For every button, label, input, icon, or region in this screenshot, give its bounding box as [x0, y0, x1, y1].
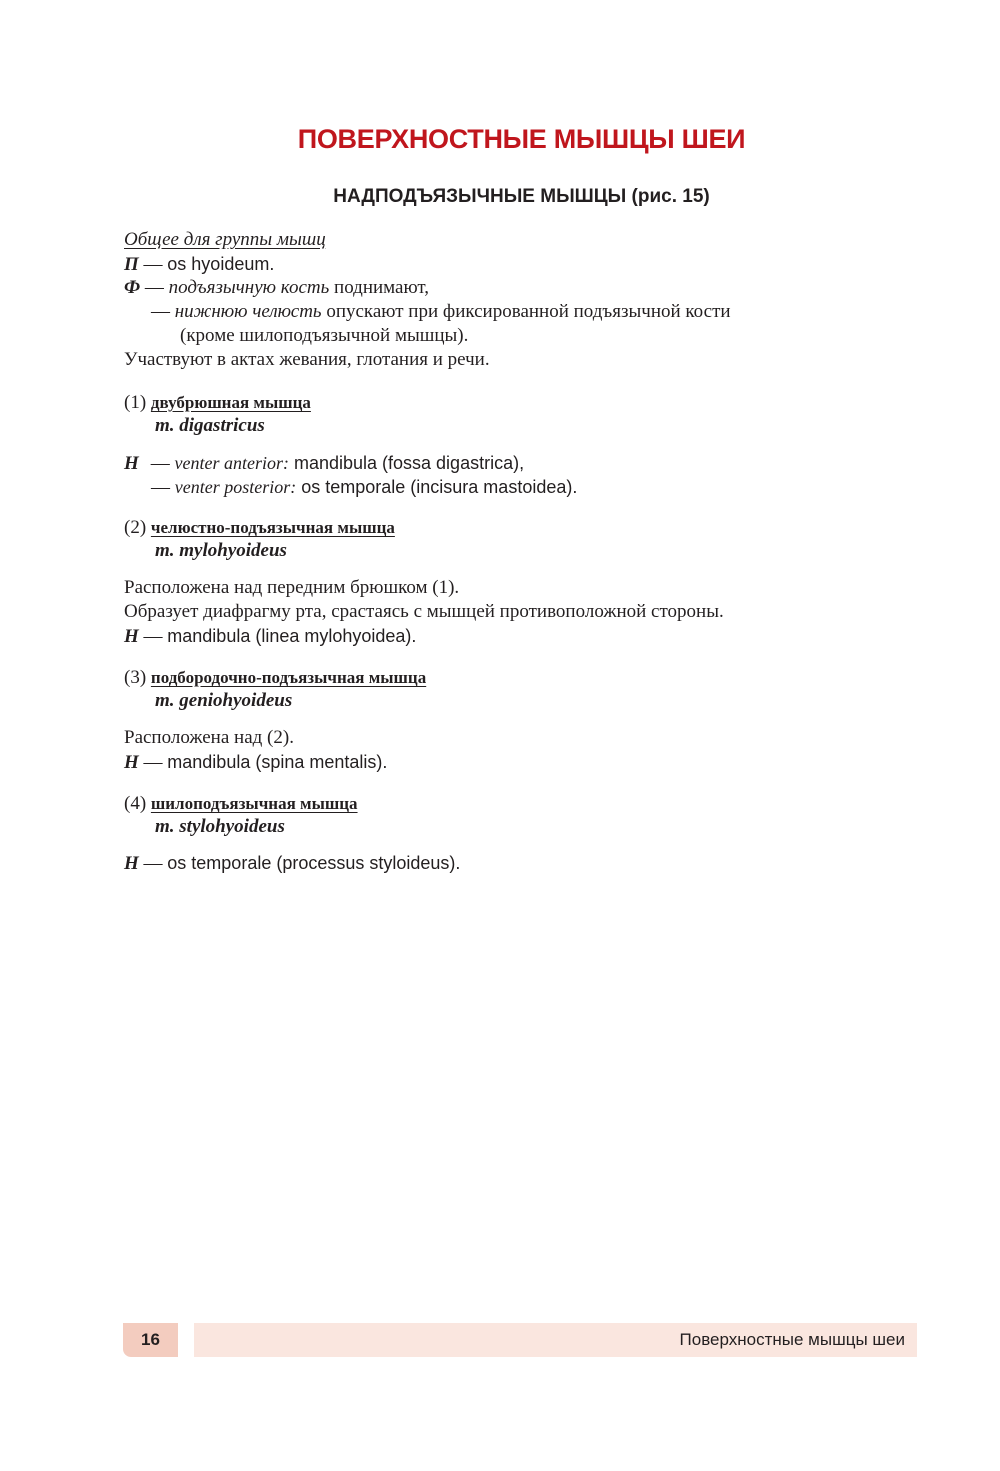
- muscle-1-h-dash-1: —: [150, 453, 170, 474]
- muscle-3-h-text: mandibula (spina mentalis).: [167, 752, 388, 772]
- f-dash-1: —: [144, 277, 164, 298]
- running-footer: [194, 1323, 917, 1357]
- muscle-3-number: (3): [124, 667, 147, 688]
- f2-italic: нижнюю челюсть: [174, 301, 322, 322]
- f2-text: опускают при фиксированной подъязычной кости: [321, 301, 731, 322]
- muscle-1-h2-text: os temporale (incisura mastoidea).: [296, 477, 578, 497]
- section-subtitle: НАДПОДЪЯЗЫЧНЫЕ МЫШЦЫ (рис. 15): [333, 186, 710, 207]
- muscle-3-heading: [124, 666, 426, 690]
- muscle-2-h-dash: —: [143, 626, 163, 647]
- muscle-2-desc-2: Образует диафрагму рта, срастаясь с мышцей противоположной стороны.: [124, 601, 724, 622]
- p-text: os hyoideum.: [167, 254, 275, 274]
- muscle-4-h-label: Н: [124, 853, 139, 874]
- muscle-2-heading: [124, 516, 395, 540]
- muscle-1-name-lat: m. digastricus: [155, 415, 265, 436]
- muscle-3-name-lat: m. geniohyoideus: [155, 690, 293, 711]
- footer-section-title: Поверхностные мышцы шеи: [679, 1330, 905, 1349]
- general-participation: Участвуют в актах жевания, глотания и речи.: [124, 349, 490, 370]
- muscle-4-name-ru: шилоподъязычная мышца: [150, 794, 358, 813]
- muscle-1-h-line-1: [124, 451, 524, 476]
- general-f-line-3: (кроме шилоподъязычной мышцы).: [180, 325, 469, 346]
- f-label: Ф: [124, 277, 141, 298]
- muscle-1-number: (1): [124, 392, 147, 413]
- muscle-2-h-label: Н: [124, 626, 139, 647]
- muscle-1-h-label: Н: [124, 453, 139, 474]
- p-dash: —: [143, 254, 163, 275]
- muscle-1-h-dash-2: —: [151, 477, 170, 498]
- muscle-3-desc-1: Расположена над (2).: [124, 727, 294, 748]
- general-heading: Общее для группы мышц: [124, 229, 326, 250]
- muscle-1-h-line-2: [151, 475, 577, 500]
- general-f-line-2: [151, 300, 731, 324]
- muscle-4-name-lat: m. stylohyoideus: [155, 816, 285, 837]
- muscle-3-h-label: Н: [124, 752, 139, 773]
- general-f-line-1: [124, 276, 429, 300]
- muscle-2-h-text: mandibula (linea mylohyoidea).: [167, 626, 417, 646]
- muscle-3-h-line: [124, 750, 387, 775]
- general-p-line: [124, 252, 274, 277]
- page-title: ПОВЕРХНОСТНЫЕ МЫШЦЫ ШЕИ: [297, 124, 746, 154]
- muscle-4-h-dash: —: [143, 853, 163, 874]
- muscle-2-number: (2): [124, 517, 147, 538]
- muscle-1-heading: [124, 391, 311, 415]
- muscle-2-name-ru: челюстно-подъязычная мышца: [150, 518, 395, 537]
- page-number: 16: [123, 1323, 178, 1357]
- f1-italic: подъязычную кость: [168, 277, 330, 298]
- muscle-4-heading: [124, 792, 358, 816]
- muscle-2-desc-1: Расположена над передним брюшком (1).: [124, 577, 460, 598]
- p-label: П: [124, 254, 139, 275]
- muscle-3-h-dash: —: [143, 752, 163, 773]
- muscle-2-name-lat: m. mylohyoideus: [155, 540, 287, 561]
- muscle-4-h-line: [124, 851, 460, 876]
- muscle-4-h-text: os temporale (processus styloideus).: [167, 853, 461, 873]
- muscle-1-h2-italic: venter posterior:: [174, 477, 297, 497]
- muscle-1-h1-text: mandibula (fossa digastrica),: [288, 453, 525, 473]
- muscle-1-name-ru: двубрюшная мышца: [150, 393, 311, 412]
- muscle-1-h1-italic: venter anterior:: [174, 453, 289, 473]
- f1-text: поднимают,: [329, 277, 430, 298]
- muscle-2-h-line: [124, 624, 416, 649]
- f-dash-2: —: [151, 301, 170, 322]
- muscle-3-name-ru: подбородочно-подъязычная мышца: [150, 668, 427, 687]
- muscle-4-number: (4): [124, 793, 147, 814]
